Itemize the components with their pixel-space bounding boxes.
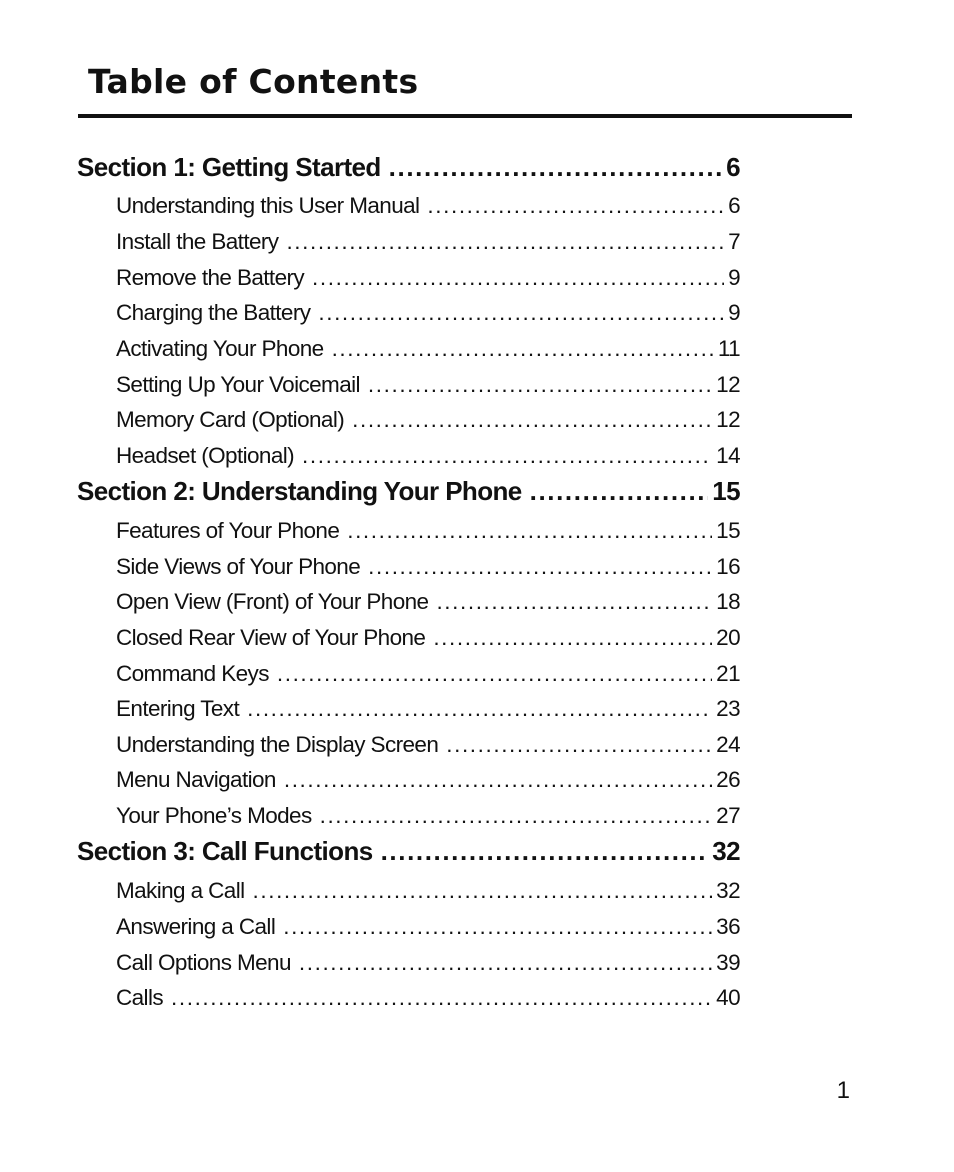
toc-entry-page: 14 (716, 443, 740, 468)
dot-leader (171, 985, 712, 1011)
toc-entry[interactable] (116, 950, 740, 980)
toc-entry-title: Understanding the Display Screen (116, 732, 439, 757)
dot-leader (302, 443, 712, 469)
toc-entry-page: 6 (726, 152, 740, 182)
toc-entry-title: Command Keys (116, 661, 269, 686)
dot-leader (277, 661, 712, 687)
toc-entry-page: 32 (712, 836, 740, 866)
toc-entry-title: Section 1: Getting Started (77, 152, 381, 182)
toc-entry-page: 6 (728, 193, 740, 218)
toc-entry-title: Closed Rear View of Your Phone (116, 625, 426, 650)
toc-entry-page: 39 (716, 950, 740, 975)
toc-entry-page: 15 (712, 476, 740, 506)
toc-entry[interactable] (116, 696, 740, 726)
toc-entry-title: Charging the Battery (116, 300, 311, 325)
toc-entry-page: 9 (728, 265, 740, 290)
toc-entry-title: Making a Call (116, 878, 245, 903)
toc-entry[interactable] (116, 589, 740, 619)
toc-entry-page: 36 (716, 914, 740, 939)
dot-leader (283, 914, 712, 940)
toc-entry-page: 18 (716, 589, 740, 614)
toc-entry-title: Understanding this User Manual (116, 193, 420, 218)
dot-leader (368, 554, 712, 580)
page-number: 1 (836, 1077, 850, 1104)
dot-leader (352, 407, 712, 433)
toc-entry-title: Setting Up Your Voicemail (116, 372, 360, 397)
toc-entry-title: Headset (Optional) (116, 443, 295, 468)
toc-entry[interactable] (116, 336, 740, 366)
dot-leader (286, 229, 724, 255)
toc-entry[interactable] (116, 554, 740, 584)
dot-leader (368, 372, 712, 398)
dot-leader (247, 696, 712, 722)
toc-entry-title: Memory Card (Optional) (116, 407, 345, 432)
toc-entry[interactable] (116, 878, 740, 908)
toc-entry-page: 12 (716, 407, 740, 432)
dot-leader (427, 193, 724, 219)
toc-entry-page: 12 (716, 372, 740, 397)
dot-leader (320, 803, 713, 829)
toc-section-entry[interactable] (77, 836, 740, 872)
toc-entry-title: Your Phone’s Modes (116, 803, 312, 828)
toc-entry-page: 27 (716, 803, 740, 828)
toc-entry[interactable] (116, 985, 740, 1015)
toc-entry-title: Features of Your Phone (116, 518, 340, 543)
toc-entry-page: 24 (716, 732, 740, 757)
toc-entry[interactable] (116, 732, 740, 762)
toc-entry-page: 32 (716, 878, 740, 903)
toc-entry[interactable] (116, 661, 740, 691)
toc-entry-page: 7 (728, 229, 740, 254)
dot-leader (299, 950, 712, 976)
dot-leader (312, 265, 724, 291)
toc-entry-title: Calls (116, 985, 164, 1010)
toc-entry[interactable] (116, 443, 740, 473)
dot-leader (436, 589, 712, 615)
dot-leader (284, 767, 712, 793)
toc-entry[interactable] (116, 767, 740, 797)
dot-leader (446, 732, 712, 758)
dot-leader (347, 518, 712, 544)
dot-leader (381, 836, 709, 867)
toc-entry-page: 23 (716, 696, 740, 721)
toc-entry-page: 20 (716, 625, 740, 650)
toc-entry-page: 15 (716, 518, 740, 543)
toc-entry[interactable] (116, 518, 740, 548)
toc-entry-page: 21 (716, 661, 740, 686)
toc-entry-title: Open View (Front) of Your Phone (116, 589, 429, 614)
toc-section-entry[interactable] (77, 152, 740, 188)
toc-entry-title: Answering a Call (116, 914, 276, 939)
dot-leader (253, 878, 713, 904)
toc-entry-page: 9 (728, 300, 740, 325)
toc-entry[interactable] (116, 265, 740, 295)
toc-entry-page: 16 (716, 554, 740, 579)
toc-entry-title: Call Options Menu (116, 950, 291, 975)
dot-leader (318, 300, 724, 326)
toc-entry-page: 26 (716, 767, 740, 792)
toc-entry-page: 11 (717, 336, 740, 361)
toc-entry-title: Install the Battery (116, 229, 279, 254)
toc-entry-title: Remove the Battery (116, 265, 305, 290)
toc-entry[interactable] (116, 407, 740, 437)
toc-entry[interactable] (116, 372, 740, 402)
dot-leader (389, 152, 722, 183)
toc-entry[interactable] (116, 229, 740, 259)
toc-entry[interactable] (116, 914, 740, 944)
toc-section-entry[interactable] (77, 476, 740, 512)
toc-entry-title: Menu Navigation (116, 767, 276, 792)
dot-leader (332, 336, 714, 362)
toc-entry-title: Section 3: Call Functions (77, 836, 373, 866)
dot-leader (433, 625, 712, 651)
toc-entry-title: Entering Text (116, 696, 240, 721)
toc-entry-page: 40 (716, 985, 740, 1010)
toc-entry[interactable] (116, 300, 740, 330)
page-title: Table of Contents (88, 62, 419, 101)
toc-entry[interactable] (116, 193, 740, 223)
dot-leader (530, 476, 709, 507)
toc-entry-title: Activating Your Phone (116, 336, 324, 361)
toc-entry-title: Side Views of Your Phone (116, 554, 361, 579)
toc-entry[interactable] (116, 625, 740, 655)
toc-entry[interactable] (116, 803, 740, 833)
toc-entry-title: Section 2: Understanding Your Phone (77, 476, 522, 506)
